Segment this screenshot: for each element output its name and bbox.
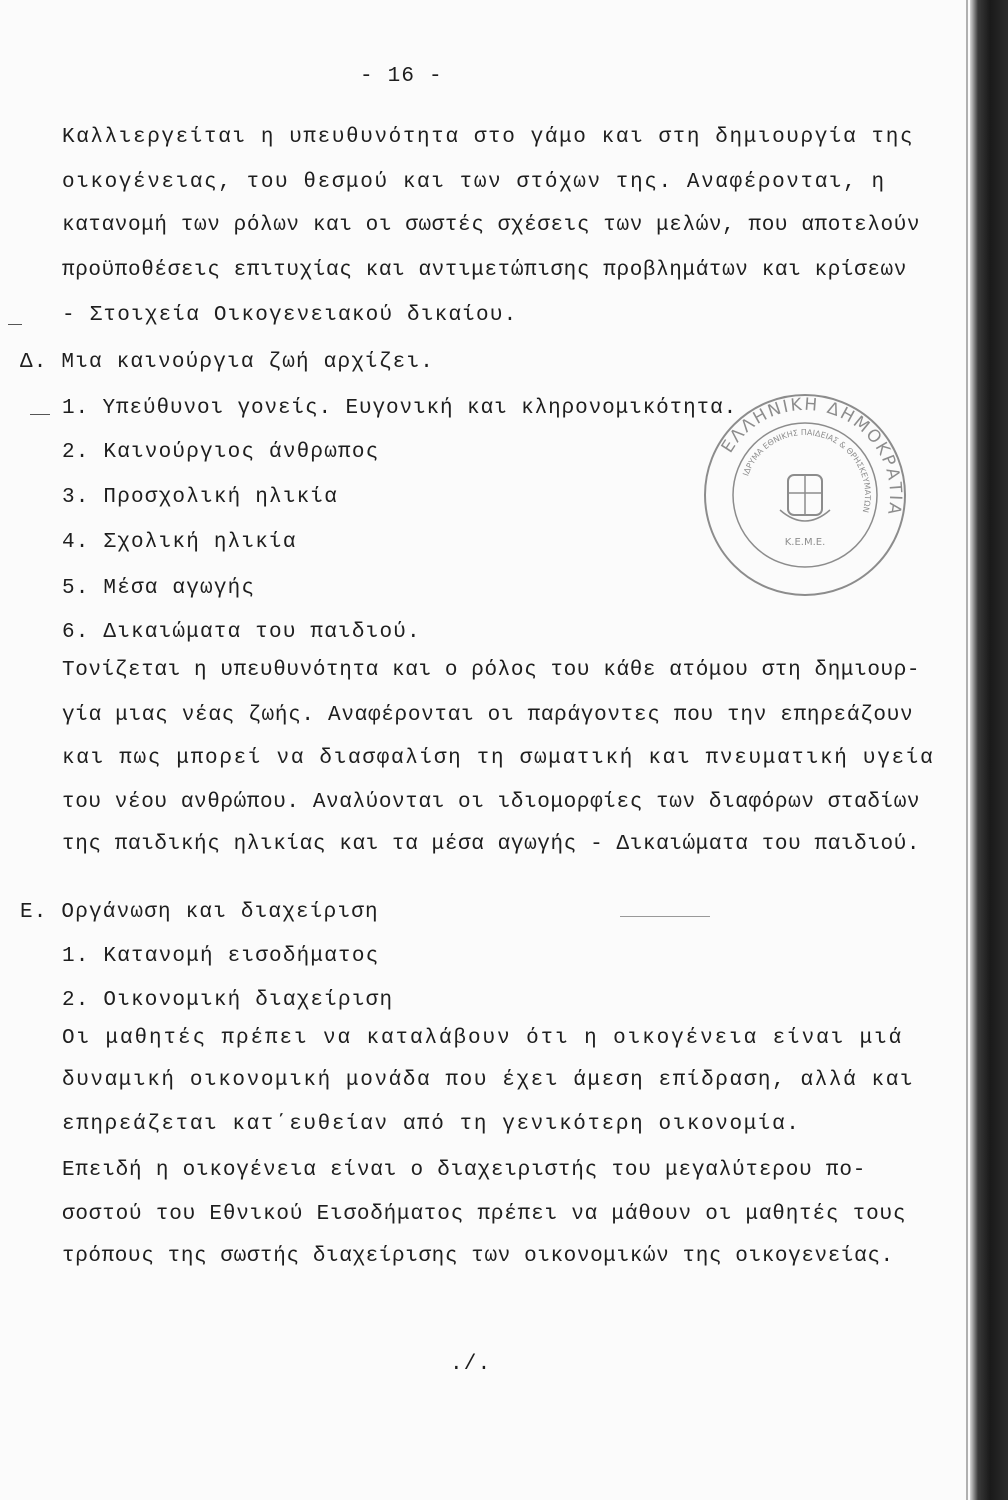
page-edge-line: [966, 0, 968, 1500]
text-line: Καλλιεργείται η υπευθυνότητα στο γάμο και στη δημιουργία της: [62, 126, 915, 149]
margin-mark: [30, 414, 50, 415]
text-line: δυναμική οικονομική μονάδα που έχει άμεση επίδραση, αλλά και: [62, 1069, 915, 1092]
text-line: γία μιας νέας ζωής. Αναφέρονται οι παράγοντες που την επηρεάζουν: [62, 704, 914, 727]
text-line: Οι μαθητές πρέπει να καταλάβουν ότι η οικογένεια είναι μιά: [62, 1027, 904, 1050]
text-line: επηρεάζεται κατ΄ευθείαν από τη γενικότερη οικονομία.: [62, 1113, 801, 1136]
list-item: 5. Μέσα αγωγής: [62, 577, 256, 600]
list-item: 1. Κατανομή εισοδήματος: [62, 945, 380, 968]
text-line: οικογένειας, του θεσμού και των στόχων της. Αναφέρονται, η: [62, 171, 886, 194]
text-line: και πως μπορεί να διασφαλίση τη σωματική και πνευματική υγεία: [62, 747, 935, 770]
text-line: κατανομή των ρόλων και οι σωστές σχέσεις των μελών, που αποτελούν: [62, 214, 921, 237]
section-heading-d: Δ. Μια καινούργια ζωή αρχίζει.: [20, 351, 435, 374]
section-heading-e: Ε. Οργάνωση και διαχείριση: [20, 901, 379, 924]
stamp-bottom-text: Κ.Ε.Μ.Ε.: [784, 537, 826, 548]
list-item: 1. Υπεύθυνοι γονείς. Ευγονική και κληρονομικότητα.: [62, 397, 738, 420]
text-line: σοστού του Εθνικού Εισοδήματος πρέπει να μάθουν οι μαθητές τους: [62, 1203, 907, 1226]
list-item: 4. Σχολική ηλικία: [62, 531, 297, 554]
text-line: Επειδή η οικογένεια είναι ο διαχειριστής του μεγαλύτερου πο-: [62, 1159, 867, 1182]
list-item: 2. Οικονομική διαχείριση: [62, 989, 394, 1012]
margin-mark: [8, 324, 22, 325]
page-binding-edge: [970, 0, 1008, 1500]
official-stamp: [700, 390, 910, 600]
underline-mark: [620, 916, 710, 917]
text-line: - Στοιχεία Οικογενειακού δικαίου.: [62, 304, 518, 327]
list-item: 3. Προσχολική ηλικία: [62, 486, 339, 509]
text-line: τρόπους της σωστής διαχείρισης των οικονομικών της οικογενείας.: [62, 1245, 894, 1268]
continuation-mark: ./.: [450, 1353, 492, 1376]
text-line: της παιδικής ηλικίας και τα μέσα αγωγής - Δικαιώματα του παιδιού.: [62, 833, 921, 856]
text-line: προϋποθέσεις επιτυχίας και αντιμετώπισης προβλημάτων και κρίσεων: [62, 259, 907, 282]
list-item: 2. Καινούργιος άνθρωπος: [62, 441, 380, 464]
stamp-outer-text: ΕΛΛΗΝΙΚΗ ΔΗΜΟΚΡΑΤΙΑ: [717, 394, 906, 518]
page-number: - 16 -: [360, 65, 443, 88]
text-line: Τονίζεται η υπευθυνότητα και ο ρόλος του κάθε ατόμου στη δημιουρ-: [62, 659, 921, 682]
stamp-inner-text: ΙΔΡΥΜΑ ΕΘΝΙΚΗΣ ΠΑΙΔΕΙΑΣ & ΘΡΗΣΚΕΥΜΑΤΩΝ: [741, 427, 873, 514]
list-item: 6. Δικαιώματα του παιδιού.: [62, 621, 421, 644]
text-line: του νέου ανθρώπου. Αναλύονται οι ιδιομορφίες των διαφόρων σταδίων: [62, 791, 921, 814]
